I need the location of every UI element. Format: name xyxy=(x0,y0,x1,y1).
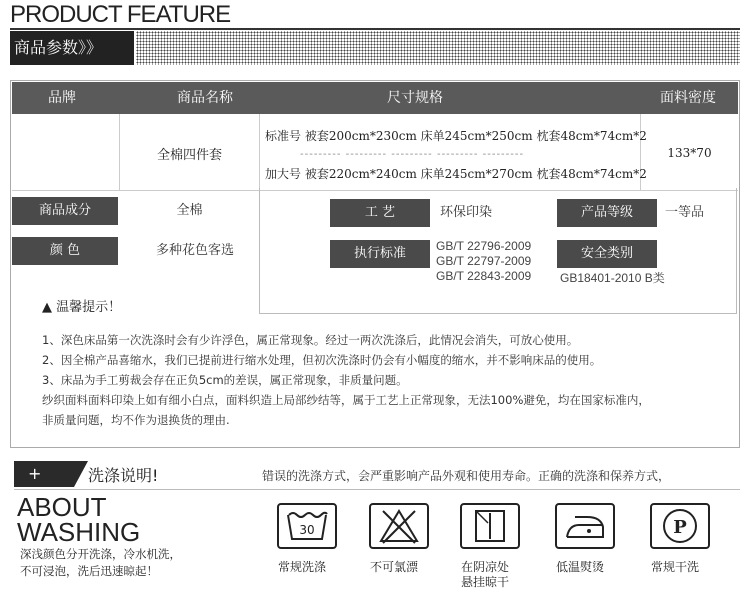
th-name: 商品名称 xyxy=(177,90,233,106)
label-composition: 商品成分 xyxy=(12,197,118,225)
dry-clean-icon xyxy=(650,503,710,549)
standard-item: GB/T 22797-2009 xyxy=(436,254,532,268)
about-line: WASHING xyxy=(17,517,141,547)
col-divider xyxy=(259,114,260,190)
value-safety: GB18401-2010 B类 xyxy=(560,271,665,285)
label-process: 工 艺 xyxy=(330,199,430,227)
list-item: 2、因全棉产品喜缩水，我们已提前进行缩水处理，但初次洗涤时仍会有小幅度的缩水，并不影响床品的使用。 xyxy=(42,353,602,367)
header-divider xyxy=(10,28,740,30)
standard-item: GB/T 22843-2009 xyxy=(436,269,532,283)
note-line: 深浅颜色分开洗涤，冷水机洗， xyxy=(20,547,181,561)
value-grade: 一等品 xyxy=(665,205,705,220)
washing-description: 错误的洗涤方式，会严重影响产品外观和使用寿命。正确的洗涤和保养方式， xyxy=(262,469,671,483)
icon-label: 低温熨烫 xyxy=(555,560,604,574)
tips-list xyxy=(42,330,650,430)
th-density: 面料密度 xyxy=(660,90,716,106)
standard-list xyxy=(436,239,531,284)
page-title: PRODUCT FEATURE xyxy=(10,1,231,28)
no-bleach-icon xyxy=(369,503,429,549)
shade-dry-icon xyxy=(460,503,520,549)
label-standard: 执行标准 xyxy=(330,240,430,268)
label-grade: 产品等级 xyxy=(557,199,657,227)
value-color: 多种花色客选 xyxy=(155,243,234,258)
cell-product-name: 全棉四件套 xyxy=(156,148,222,163)
th-size: 尺寸规格 xyxy=(387,90,443,106)
about-washing-heading xyxy=(17,492,141,547)
label-safety: 安全类别 xyxy=(557,240,657,268)
washing-divider xyxy=(14,489,740,490)
cell-size-standard: 标准号 被套200cm*230cm 床单245cm*250cm 枕套48cm*74cm*2 xyxy=(265,129,647,143)
list-item: 1、深色床品第一次洗涤时会有少许浮色，属正常现象。经过一两次洗涤后，此情况会消失，可放心使用。 xyxy=(42,333,579,347)
dry-clean-letter: P xyxy=(673,517,687,538)
washing-tag: + xyxy=(14,461,74,487)
washing-title: 洗涤说明! xyxy=(88,466,159,485)
value-process: 环保印染 xyxy=(440,205,493,220)
th-brand: 品牌 xyxy=(48,90,76,106)
standard-item: GB/T 22796-2009 xyxy=(436,239,532,253)
list-item: 3、床品为手工剪裁会存在正负5cm的差误，属正常现象，非质量问题。 xyxy=(42,373,408,387)
wash-30-icon xyxy=(277,503,337,549)
icon-label: 常规干洗 xyxy=(650,560,699,574)
cell-density: 133*70 xyxy=(667,146,712,160)
section-tab-product-params: 商品参数》》 xyxy=(10,31,134,65)
cell-size-large: 加大号 被套220cm*240cm 床单245cm*270cm 枕套48cm*74cm*2 xyxy=(265,167,647,181)
dot-pattern-banner xyxy=(136,31,740,65)
washing-note xyxy=(20,546,181,580)
tips-title: ▲ 温馨提示！ xyxy=(42,300,122,315)
list-item: 非质量问题，均不作为退换货的理由. xyxy=(42,413,230,427)
cell-size-divider: --------- --------- --------- --------- --------- xyxy=(300,149,525,160)
label-color: 颜 色 xyxy=(12,237,118,265)
low-iron-icon xyxy=(555,503,615,549)
note-line: 不可浸泡，洗后迅速晾起！ xyxy=(20,564,158,578)
wash-temp-text: 30 xyxy=(299,523,315,537)
about-line: ABOUT xyxy=(17,492,107,522)
value-composition: 全棉 xyxy=(176,203,203,218)
icon-label: 不可氯漂 xyxy=(369,560,418,574)
icon-label: 在阴凉处 悬挂晾干 xyxy=(460,560,509,589)
icon-label: 常规洗涤 xyxy=(277,560,326,574)
list-item: 纱织面料面料印染上如有细小白点，面料织造上局部纱结等，属于工艺上正常现象，无法100%避免，均在国家标准内， xyxy=(42,393,650,407)
